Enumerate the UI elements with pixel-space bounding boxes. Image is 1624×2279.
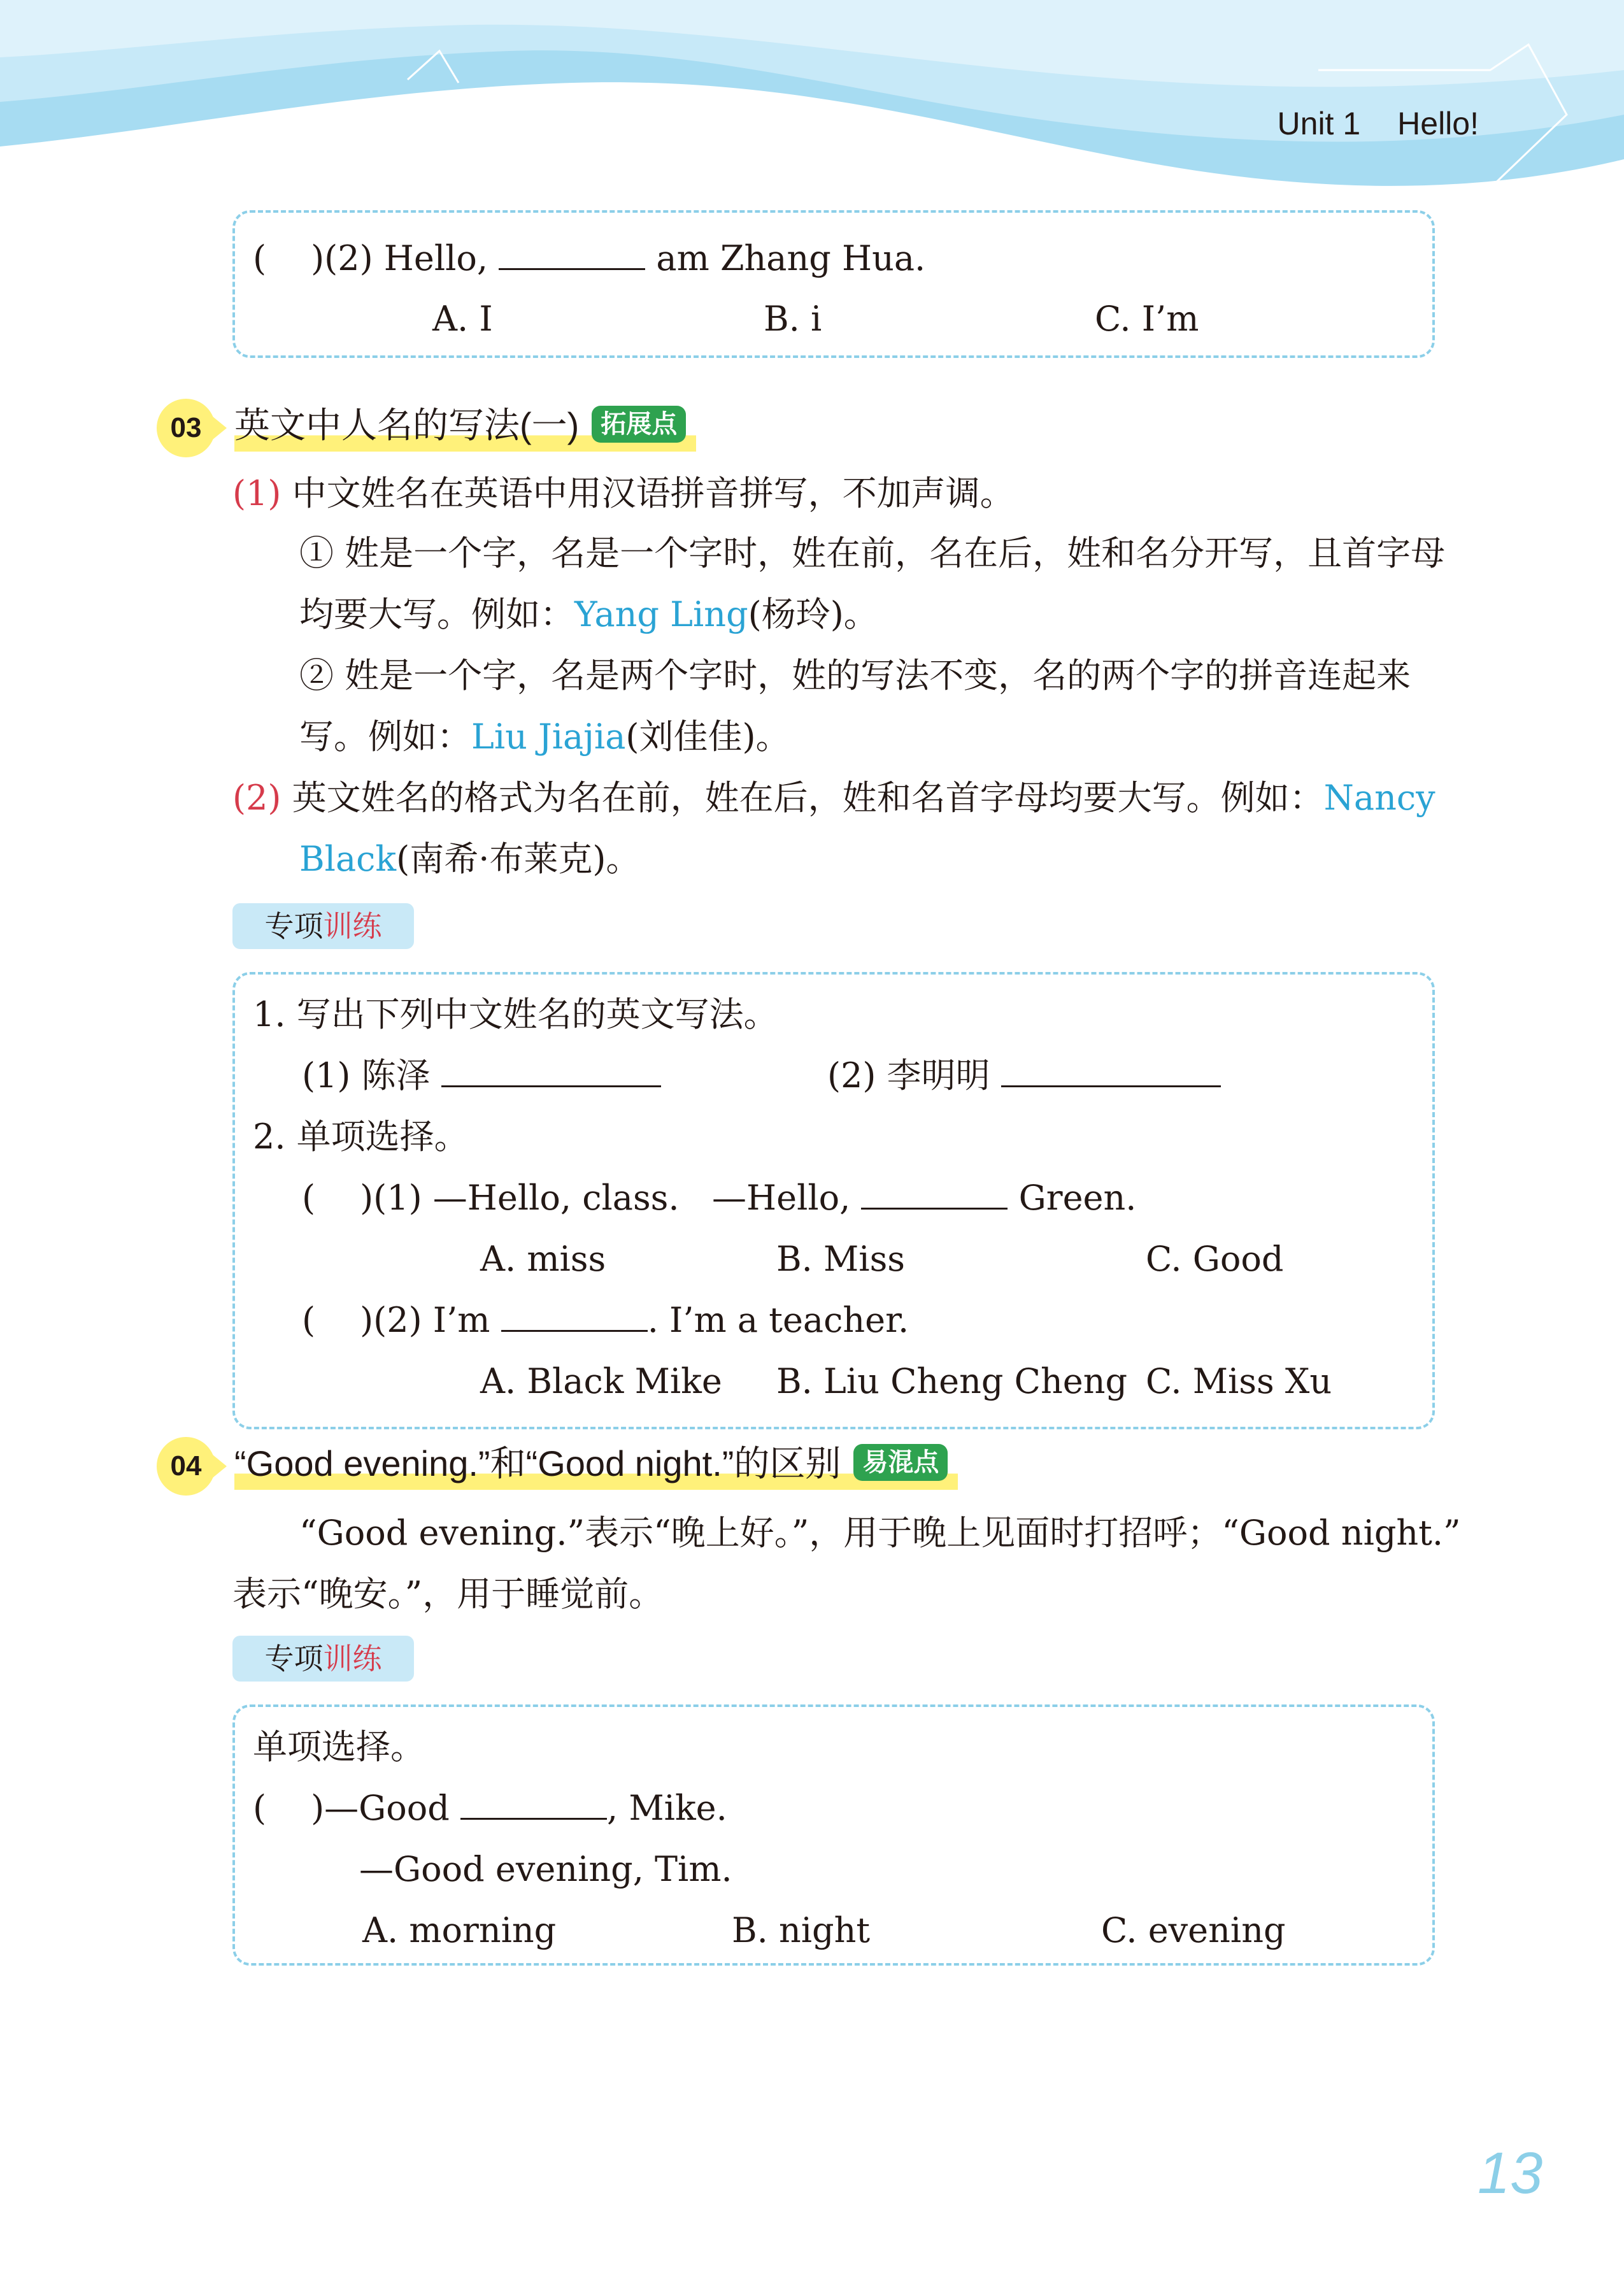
option-b: B. i bbox=[764, 299, 822, 339]
answer-blank[interactable] bbox=[501, 1304, 648, 1332]
question-text: )(2) Hello, bbox=[311, 238, 488, 278]
section-number: 04 bbox=[157, 1437, 215, 1496]
option-b: B. Liu Cheng Cheng bbox=[776, 1361, 1128, 1401]
exercise-box-1 bbox=[232, 210, 1435, 358]
paragraph-2-line2: Black(南希·布莱克)。 bbox=[299, 839, 641, 879]
section-title: 英文中人名的写法(一) 拓展点 bbox=[234, 401, 696, 456]
answer-blank[interactable] bbox=[460, 1792, 607, 1820]
box-3-title: 单项选择。 bbox=[253, 1727, 425, 1767]
arrow-icon bbox=[213, 1455, 227, 1478]
exercise-box-3 bbox=[232, 1704, 1435, 1966]
answer-paren[interactable]: ( bbox=[302, 1178, 316, 1218]
option-b: B. Miss bbox=[776, 1239, 905, 1279]
reply-line: —Good evening, Tim. bbox=[359, 1849, 732, 1889]
tag-badge: 拓展点 bbox=[592, 406, 686, 443]
section-number: 03 bbox=[157, 399, 215, 457]
answer-paren[interactable]: ( bbox=[302, 1300, 316, 1340]
option-c: C. I’m bbox=[1095, 299, 1199, 339]
question-line bbox=[253, 238, 926, 278]
answer-blank[interactable] bbox=[499, 243, 645, 270]
option-c: C. Good bbox=[1146, 1239, 1284, 1279]
paragraph-1a-line1: ① 姓是一个字，名是一个字时，姓在前，名在后，姓和名分开写，且首字母 bbox=[299, 533, 1446, 573]
paragraph-1a-line2: 均要大写。例如：Yang Ling(杨玲)。 bbox=[299, 594, 878, 634]
answer-blank[interactable] bbox=[861, 1182, 1008, 1210]
option-a: A. Black Mike bbox=[480, 1361, 722, 1401]
name-2: (2) 李明明 bbox=[827, 1059, 1221, 1093]
training-label: 专项训练 bbox=[232, 1636, 414, 1682]
answer-blank[interactable] bbox=[441, 1060, 661, 1087]
option-a: A. morning bbox=[362, 1910, 557, 1950]
unit-label: Unit 1 bbox=[1277, 106, 1361, 141]
answer-blank[interactable] bbox=[1001, 1060, 1221, 1087]
option-a: A. miss bbox=[480, 1239, 606, 1279]
question-2-1: ( )(1) —Hello, class. —Hello, Green. bbox=[302, 1178, 1137, 1218]
option-c: C. evening bbox=[1101, 1910, 1286, 1950]
paragraph-2: (2) 英文姓名的格式为名在前，姓在后，姓和名首字母均要大写。例如：Nancy bbox=[232, 778, 1435, 818]
section-title: “Good evening.”和“Good night.”的区别 易混点 bbox=[234, 1440, 958, 1494]
question-text-after: am Zhang Hua. bbox=[656, 238, 926, 278]
paragraph-1: (1) 中文姓名在英语中用汉语拼音拼写，不加声调。 bbox=[232, 473, 1015, 513]
page-number: 13 bbox=[1478, 2141, 1543, 2206]
option-b: B. night bbox=[732, 1910, 871, 1950]
unit-title: Hello! bbox=[1397, 106, 1479, 141]
header-unit-title bbox=[1278, 105, 1479, 142]
header-wave-banner bbox=[0, 0, 1624, 204]
question-2-2: ( )(2) I’m . I’m a teacher. bbox=[302, 1300, 909, 1340]
option-a: A. I bbox=[432, 299, 493, 339]
answer-paren[interactable]: ( bbox=[253, 1788, 267, 1828]
exercise-box-2 bbox=[232, 972, 1435, 1429]
tag-badge: 易混点 bbox=[853, 1444, 948, 1481]
option-c: C. Miss Xu bbox=[1146, 1361, 1332, 1401]
question-line: ( )—Good , Mike. bbox=[253, 1788, 727, 1828]
paragraph-1b-line2: 写。例如：Liu Jiajia(刘佳佳)。 bbox=[299, 717, 790, 757]
section-04-line1: “Good evening.”表示“晚上好。”，用于晚上见面时打招呼；“Good night.” bbox=[299, 1513, 1461, 1553]
training-label: 专项训练 bbox=[232, 903, 414, 949]
question-1-title: 1. 写出下列中文姓名的英文写法。 bbox=[253, 994, 778, 1034]
answer-paren[interactable]: ( bbox=[253, 238, 267, 278]
question-2-title: 2. 单项选择。 bbox=[253, 1117, 469, 1157]
section-04-line2: 表示“晚安。”，用于睡觉前。 bbox=[232, 1574, 664, 1614]
name-1: (1) 陈泽 bbox=[302, 1059, 661, 1093]
arrow-icon bbox=[213, 417, 227, 439]
paragraph-1b-line1: ② 姓是一个字，名是两个字时，姓的写法不变，名的两个字的拼音连起来 bbox=[299, 655, 1411, 696]
